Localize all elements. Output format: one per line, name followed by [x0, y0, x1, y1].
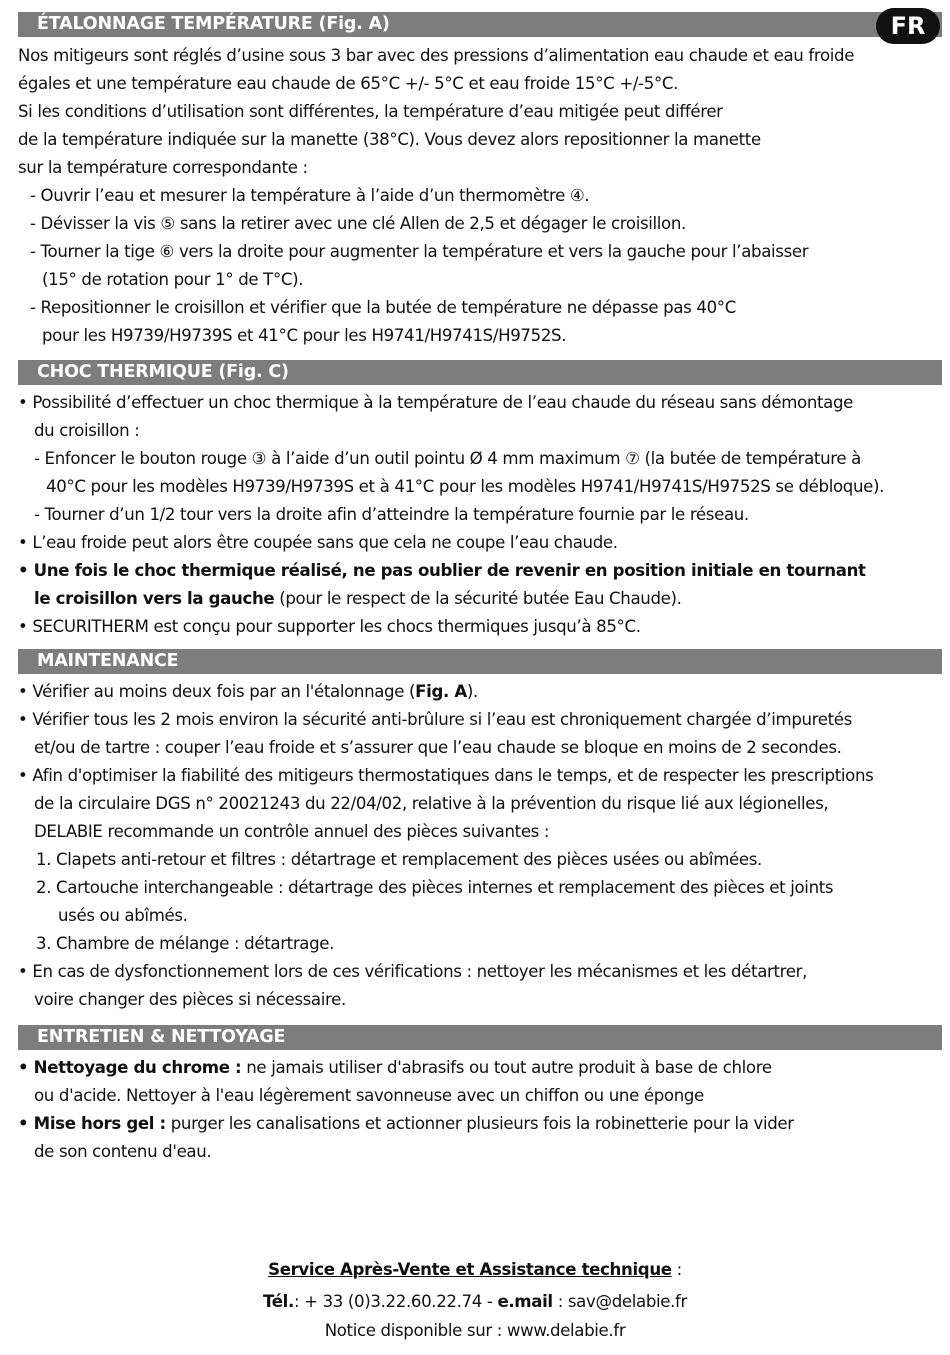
section-header-choc: CHOC THERMIQUE (Fig. C): [18, 360, 942, 385]
list-item: - Tourner la tige ⑥ vers la droite pour augmenter la température et vers la gauche pour l’abaisser: [30, 242, 809, 261]
bullet-continuation: du croisillon :: [34, 421, 140, 440]
text-line: Si les conditions d’utilisation sont différentes, la température d’eau mitigée peut différer: [18, 102, 723, 121]
bullet-item: • Vérifier tous les 2 mois environ la sécurité anti-brûlure si l’eau est chroniquement chargée d’impuretés: [18, 710, 852, 729]
plain-text: (pour le respect de la sécurité butée Eau Chaude).: [274, 589, 682, 608]
bullet-item: • SECURITHERM est conçu pour supporter les chocs thermiques jusqu’à 85°C.: [18, 617, 641, 636]
list-item-continuation: 40°C pour les modèles H9739/H9739S et à 41°C pour les modèles H9741/H9741S/H9752S se débloque).: [46, 477, 885, 496]
bullet-continuation: de son contenu d'eau.: [34, 1142, 212, 1161]
service-title: Service Après-Vente et Assistance technique: [268, 1260, 672, 1279]
bullet-continuation: DELABIE recommande un contrôle annuel des pièces suivantes :: [34, 822, 550, 841]
list-item: - Tourner d’un 1/2 tour vers la droite afin d’atteindre la température fournie par le réseau.: [34, 505, 749, 524]
bullet-continuation: voire changer des pièces si nécessaire.: [34, 990, 346, 1009]
list-item: - Dévisser la vis ⑤ sans la retirer avec une clé Allen de 2,5 et dégager le croisillon.: [30, 214, 686, 233]
bold-text: le croisillon vers la gauche: [34, 589, 275, 608]
footer-contact: [0, 1290, 950, 1314]
bold-text: Fig. A: [415, 682, 467, 701]
footer-service: [0, 1258, 950, 1282]
bullet-continuation: [34, 587, 682, 611]
bullet-item: [18, 1112, 794, 1136]
bullet-item: • En cas de dysfonctionnement lors de ces vérifications : nettoyer les mécanismes et les détartrer,: [18, 962, 808, 981]
list-item: - Ouvrir l’eau et mesurer la température à l’aide d’un thermomètre ④.: [30, 186, 590, 205]
list-item-continuation: (15° de rotation pour 1° de T°C).: [42, 270, 304, 289]
numbered-item: 3. Chambre de mélange : détartrage.: [36, 934, 335, 953]
mail-address: : sav@delabie.fr: [552, 1292, 688, 1311]
list-item-continuation: pour les H9739/H9739S et 41°C pour les H9741/H9741S/H9752S.: [42, 326, 567, 345]
plain-text: purger les canalisations et actionner plusieurs fois la robinetterie pour la vider: [165, 1114, 794, 1133]
footer-notice: Notice disponible sur : www.delabie.fr: [324, 1321, 626, 1340]
section-header-maintenance: MAINTENANCE: [18, 649, 942, 674]
bold-text: • Nettoyage du chrome :: [18, 1058, 242, 1077]
bullet-item: • L’eau froide peut alors être coupée sans que cela ne coupe l’eau chaude.: [18, 533, 618, 552]
bullet-continuation: de la circulaire DGS n° 20021243 du 22/04/02, relative à la prévention du risque lié aux légionelles,: [34, 794, 829, 813]
bullet-item: [18, 680, 478, 704]
plain-text: • Vérifier au moins deux fois par an l'étalonnage (: [18, 682, 416, 701]
section-header-etalonnage: ÉTALONNAGE TEMPÉRATURE (Fig. A): [18, 12, 942, 37]
numbered-item: 1. Clapets anti-retour et filtres : détartrage et remplacement des pièces usées ou abîmées.: [36, 850, 762, 869]
section-header-entretien: ENTRETIEN & NETTOYAGE: [18, 1025, 942, 1050]
numbered-item-continuation: usés ou abîmés.: [58, 906, 188, 925]
bullet-item-bold: [18, 559, 866, 583]
bullet-item: • Afin d'optimiser la fiabilité des mitigeurs thermostatiques dans le temps, et de respecter les prescriptions: [18, 766, 874, 785]
mail-label: e.mail: [497, 1292, 553, 1311]
numbered-item: 2. Cartouche interchangeable : détartrage des pièces internes et remplacement des pièces et joints: [36, 878, 834, 897]
bullet-item: [18, 1056, 772, 1080]
plain-text: :: [671, 1260, 682, 1279]
text-line: Nos mitigeurs sont réglés d’usine sous 3 bar avec des pressions d’alimentation eau chaude et eau froide: [18, 46, 855, 65]
list-item: - Enfoncer le bouton rouge ③ à l’aide d’un outil pointu Ø 4 mm maximum ⑦ (la butée de température à: [34, 449, 861, 468]
language-badge: FR: [876, 8, 940, 44]
bullet-continuation: et/ou de tartre : couper l’eau froide et s’assurer que l’eau chaude se bloque en moins de 2 secondes.: [34, 738, 842, 757]
text-line: sur la température correspondante :: [18, 158, 308, 177]
list-item: - Repositionner le croisillon et vérifier que la butée de température ne dépasse pas 40°C: [30, 298, 736, 317]
plain-text: ).: [466, 682, 478, 701]
text-line: égales et une température eau chaude de 65°C +/- 5°C et eau froide 15°C +/-5°C.: [18, 74, 679, 93]
bold-text: • Mise hors gel :: [18, 1114, 166, 1133]
plain-text: ne jamais utiliser d'abrasifs ou tout autre produit à base de chlore: [241, 1058, 772, 1077]
bullet-continuation: ou d'acide. Nettoyer à l'eau légèrement savonneuse avec un chiffon ou une éponge: [34, 1086, 704, 1105]
text-line: de la température indiquée sur la manette (38°C). Vous devez alors repositionner la manette: [18, 130, 761, 149]
bold-text: • Une fois le choc thermique réalisé, ne pas oublier de revenir en position initiale en tournant: [18, 561, 866, 580]
tel-label: Tél.: [262, 1292, 294, 1311]
tel-number: : + 33 (0)3.22.60.22.74 -: [293, 1292, 498, 1311]
bullet-item: • Possibilité d’effectuer un choc thermique à la température de l’eau chaude du réseau sans démontage: [18, 393, 854, 412]
